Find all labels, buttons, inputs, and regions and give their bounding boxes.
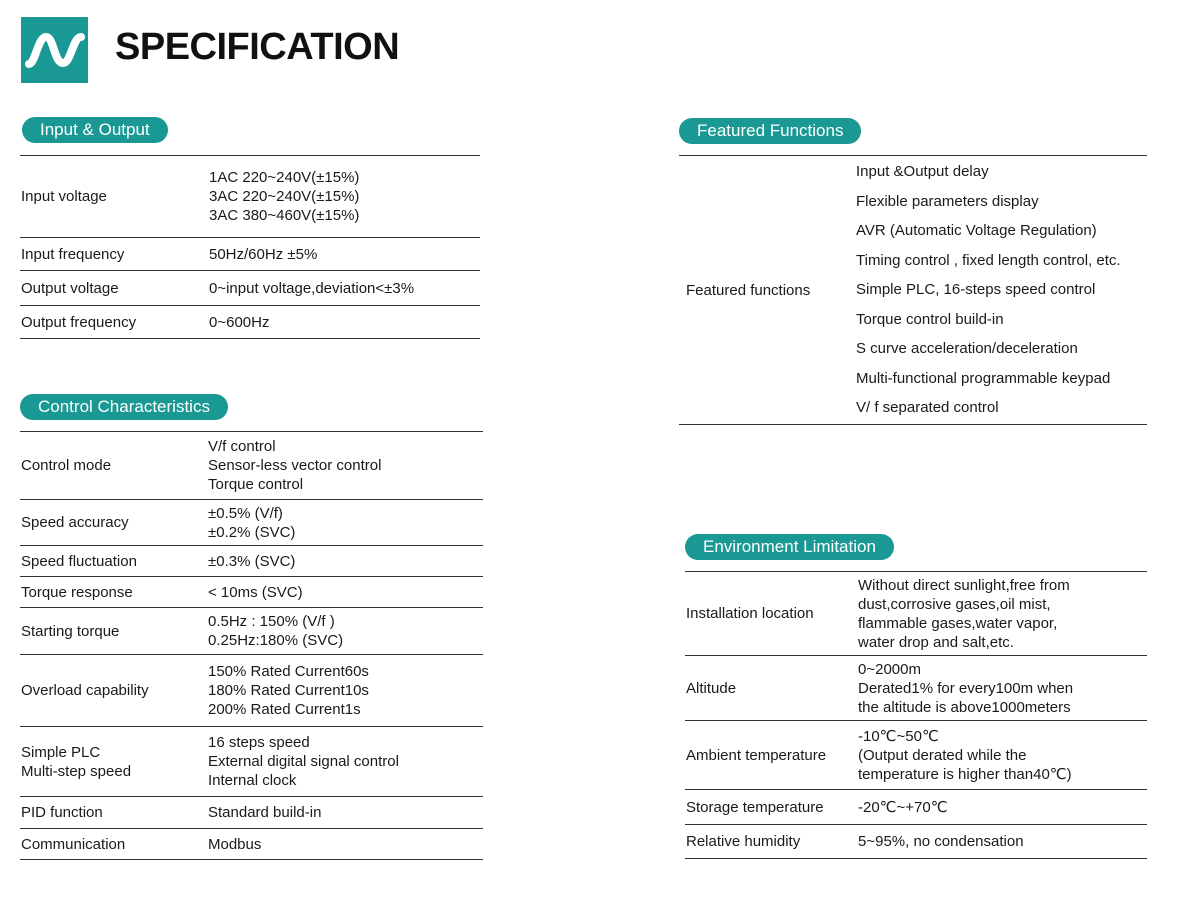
page-title: SPECIFICATION xyxy=(115,26,400,68)
row-label-line: Storage temperature xyxy=(686,798,824,816)
row-value-line: the altitude is above1000meters xyxy=(858,698,1071,716)
table-row xyxy=(20,156,480,238)
featured-item: Flexible parameters display xyxy=(856,192,1039,210)
row-value xyxy=(858,790,1147,825)
row-value-line: ±0.5% (V/f) xyxy=(208,504,283,522)
row-value-line: 1AC 220~240V(±15%) xyxy=(209,169,360,186)
table-row xyxy=(20,577,483,608)
row-label-line: Input voltage xyxy=(21,188,107,205)
table-row xyxy=(20,306,480,339)
table-row xyxy=(685,572,1147,656)
row-value-line: -20℃~+70℃ xyxy=(858,798,948,816)
row-value-line: 0~input voltage,deviation<±3% xyxy=(209,279,415,297)
row-value-line: Sensor-less vector control xyxy=(208,457,382,474)
row-value xyxy=(208,546,483,577)
featured-item: Multi-functional programmable keypad xyxy=(856,369,1111,387)
row-value xyxy=(208,432,483,500)
row-value-line: ±0.3% (SVC) xyxy=(208,552,296,570)
row-value-line: -10℃~50℃ xyxy=(858,727,939,745)
row-label xyxy=(20,829,208,860)
row-value xyxy=(208,500,483,546)
row-value-line: temperature is higher than40℃) xyxy=(858,765,1072,783)
row-value-line: ±0.2% (SVC) xyxy=(208,523,296,541)
row-label xyxy=(20,655,208,727)
row-label xyxy=(20,797,208,829)
row-value xyxy=(208,797,483,829)
row-label xyxy=(20,608,208,655)
row-value xyxy=(858,656,1147,721)
row-value-line: 16 steps speed xyxy=(208,734,310,751)
row-label xyxy=(20,156,209,238)
row-value-line: (Output derated while the xyxy=(858,746,1027,764)
row-value-line: 0~2000m xyxy=(858,660,921,678)
row-value-line: 200% Rated Current1s xyxy=(208,701,361,718)
row-value xyxy=(209,306,480,339)
row-label xyxy=(20,727,208,797)
control-characteristics-table xyxy=(20,431,483,860)
row-value-line: 50Hz/60Hz ±5% xyxy=(209,245,318,263)
featured-item: Input &Output delay xyxy=(856,163,989,181)
row-value-line: flammable gases,water vapor, xyxy=(858,614,1058,632)
row-label xyxy=(685,572,858,656)
row-label-line: Control mode xyxy=(21,457,112,474)
table-row xyxy=(20,238,480,271)
table-row xyxy=(20,271,480,306)
row-value xyxy=(208,655,483,727)
row-value-line: Standard build-in xyxy=(208,804,322,821)
row-label xyxy=(685,656,858,721)
row-value-line: < 10ms (SVC) xyxy=(208,583,303,601)
row-label xyxy=(685,721,858,790)
row-value xyxy=(208,608,483,655)
table-row xyxy=(685,825,1147,859)
section-heading-input-output: Input & Output xyxy=(22,117,168,143)
row-label xyxy=(20,546,208,577)
row-label-line: PID function xyxy=(21,804,103,821)
table-row xyxy=(20,546,483,577)
row-label-line: Speed accuracy xyxy=(21,514,129,531)
featured-label: Featured functions xyxy=(686,281,811,299)
featured-item: S curve acceleration/deceleration xyxy=(856,340,1078,358)
row-label-line: Communication xyxy=(21,835,126,853)
table-row xyxy=(20,655,483,727)
row-value xyxy=(209,156,480,238)
row-label-line: Torque response xyxy=(21,583,133,601)
row-value xyxy=(209,238,480,271)
featured-item: Timing control , fixed length control, etc. xyxy=(856,251,1121,269)
table-row xyxy=(20,797,483,829)
row-value-line: Internal clock xyxy=(208,772,297,789)
row-value-line: water drop and salt,etc. xyxy=(858,633,1014,651)
row-label xyxy=(20,238,209,271)
featured-item: V/ f separated control xyxy=(856,399,999,417)
row-label xyxy=(20,577,208,608)
row-label xyxy=(679,156,856,425)
row-value-line: External digital signal control xyxy=(208,753,399,770)
table-row xyxy=(20,829,483,860)
row-label-line: Altitude xyxy=(686,679,737,697)
row-label xyxy=(20,500,208,546)
row-label xyxy=(685,790,858,825)
row-value-line: 150% Rated Current60s xyxy=(208,663,369,680)
row-value-line: 3AC 220~240V(±15%) xyxy=(209,188,360,205)
row-value xyxy=(856,156,1147,425)
table-row xyxy=(20,727,483,797)
section-heading-control: Control Characteristics xyxy=(20,394,228,420)
row-label xyxy=(20,432,208,500)
row-value xyxy=(208,829,483,860)
row-value xyxy=(208,577,483,608)
row-value xyxy=(208,727,483,797)
environment-limitation-table xyxy=(685,571,1147,859)
row-label-line: Installation location xyxy=(686,605,814,622)
row-label-line: Simple PLC xyxy=(21,743,101,761)
section-heading-environment: Environment Limitation xyxy=(685,534,894,560)
row-label xyxy=(685,825,858,859)
row-value-line: Without direct sunlight,free from xyxy=(858,576,1070,594)
table-row xyxy=(20,608,483,655)
row-value-line: 0.5Hz : 150% (V/f ) xyxy=(208,613,335,630)
row-value-line: 3AC 380~460V(±15%) xyxy=(209,207,360,224)
featured-item: Torque control build-in xyxy=(856,310,1004,328)
section-heading-featured: Featured Functions xyxy=(679,118,861,144)
row-value-line: Modbus xyxy=(208,835,262,853)
row-value-line: Derated1% for every100m when xyxy=(858,679,1074,697)
row-label xyxy=(20,271,209,306)
featured-functions-table xyxy=(679,155,1147,425)
table-row xyxy=(20,500,483,546)
row-value xyxy=(858,721,1147,790)
row-label-line: Ambient temperature xyxy=(686,746,827,764)
row-label-line: Relative humidity xyxy=(686,833,801,850)
table-row xyxy=(679,156,1147,425)
row-label-line: Output frequency xyxy=(21,313,137,331)
table-row xyxy=(685,721,1147,790)
row-label xyxy=(20,306,209,339)
input-output-table xyxy=(20,155,480,339)
row-label-line: Multi-step speed xyxy=(21,762,132,780)
featured-item: Simple PLC, 16-steps speed control xyxy=(856,281,1096,299)
table-row xyxy=(20,432,483,500)
row-label-line: Input frequency xyxy=(21,245,125,263)
row-value-line: 180% Rated Current10s xyxy=(208,682,369,699)
row-label-line: Overload capability xyxy=(21,682,149,699)
featured-item: AVR (Automatic Voltage Regulation) xyxy=(856,222,1097,240)
row-value-line: 0~600Hz xyxy=(209,313,270,331)
row-label-line: Starting torque xyxy=(21,622,120,640)
wave-logo-icon xyxy=(21,17,88,83)
row-value xyxy=(209,271,480,306)
row-value xyxy=(858,825,1147,859)
row-label-line: Speed fluctuation xyxy=(21,552,137,570)
row-label-line: Output voltage xyxy=(21,279,119,297)
row-value-line: 0.25Hz:180% (SVC) xyxy=(208,632,344,649)
row-value-line: Torque control xyxy=(208,476,304,493)
row-value-line: dust,corrosive gases,oil mist, xyxy=(858,595,1051,613)
table-row xyxy=(685,790,1147,825)
row-value xyxy=(858,572,1147,656)
row-value-line: 5~95%, no condensation xyxy=(858,833,1024,850)
row-value-line: V/f control xyxy=(208,438,276,455)
table-row xyxy=(685,656,1147,721)
